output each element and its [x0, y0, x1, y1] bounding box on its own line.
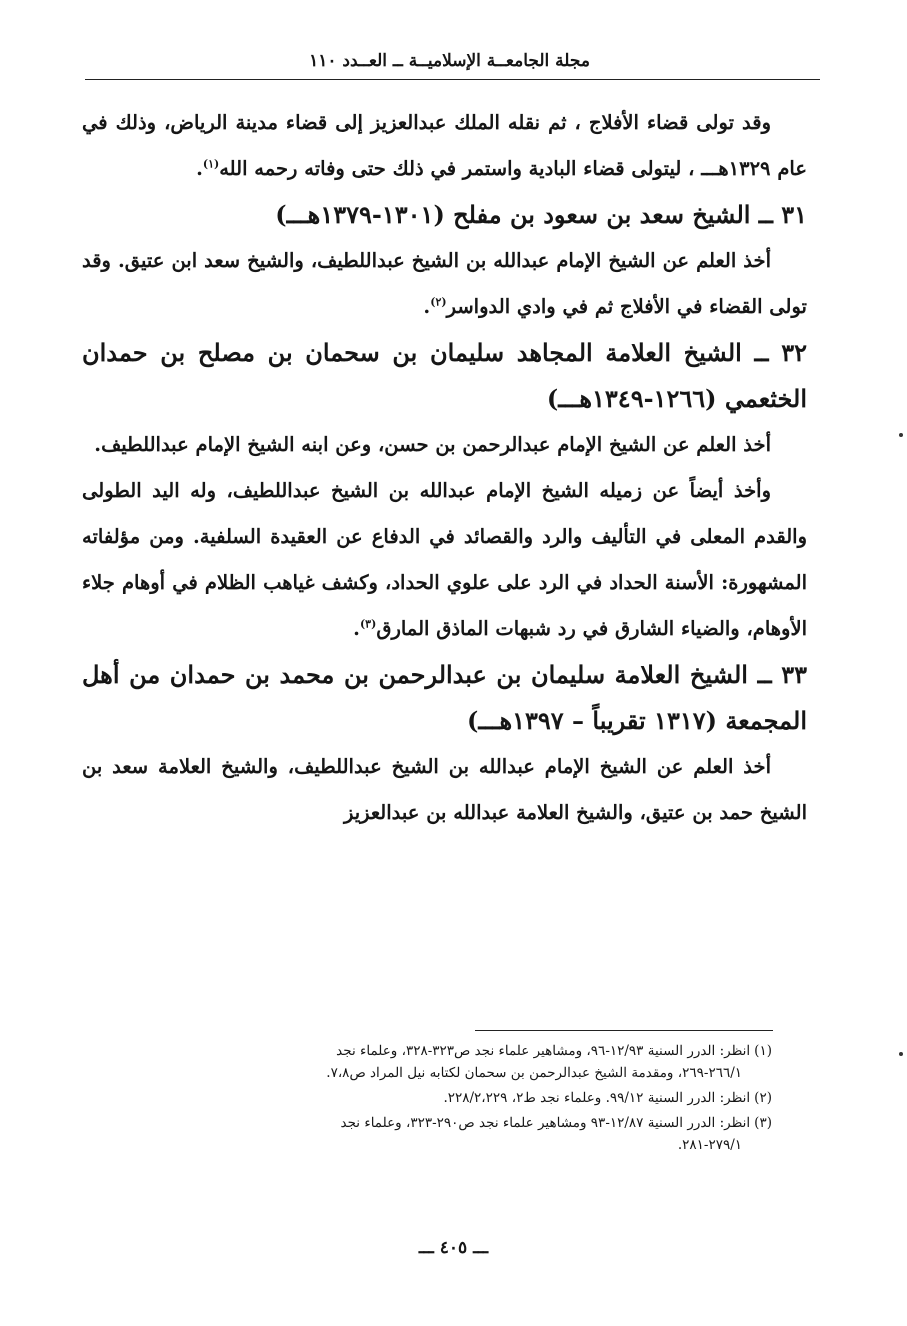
footnote-2: (٢)انظر: الدرر السنية ٩٩/١٢. وعلماء نجد ط٢، ٢٢٨/٢،٢٢٩. [443, 1090, 772, 1106]
body-text [82, 100, 807, 836]
footnotes [60, 1040, 772, 1159]
entry-32-heading: ٣٢ ــ الشيخ العلامة المجاهد سليمان بن سحمان بن مصلح بن حمدان الخثعمي (١٢٦٦-١٣٤٩هـــ) [82, 338, 807, 413]
entry-31-heading: ٣١ ــ الشيخ سعد بن سعود بن مفلح (١٣٠١-١٣٧٩هـــ) [275, 200, 807, 229]
footnote-1: (١)انظر: الدرر السنية ١٢/٩٣-٩٦، ومشاهير علماء نجد ص٣٢٣-٣٢٨، وعلماء نجد ٢٦٦/١-٢٦٩، ومقدمة الشيخ عبدالرحمن بن سحمان لكتابه نيل المراد ص٧،٨. [326, 1043, 772, 1081]
footnote-ref-2[interactable]: (٢) [430, 295, 447, 309]
running-header: مجلة الجامعــة الإسلاميــة ــ العــدد ١١٠ [309, 51, 590, 71]
header-rule [85, 79, 820, 80]
footnote-ref-3[interactable]: (٣) [359, 617, 377, 631]
intro-paragraph: وقد تولى قضاء الأفلاج ، ثم نقله الملك عبدالعزيز إلى قضاء مدينة الرياض، وذلك في عام ١٣٢٩هـــ ، ليتولى قضاء البادية واستمر في ذلك حتى وفاته رحمه الله$^{(١)}$. [82, 111, 807, 180]
entry-32-text-2: وأخذ أيضاً عن زميله الشيخ الإمام عبدالله بن الشيخ عبداللطيف، وله اليد الطولى والقدم المعلى في التأليف والرد والقصائد في الدفاع عن العقيدة السلفية. ومن مؤلفاته المشهورة: الأسنة الحداد في الرد على علوي الحداد، وكشف غياهب الظلام في أوهام جلاء الأوهام، والضياء الشارق في رد شبهات الماذق المارق$^{(٣)}$. [82, 479, 807, 640]
entry-33-text: أخذ العلم عن الشيخ الإمام عبدالله بن الشيخ عبداللطيف، والشيخ العلامة سعد بن الشيخ حمد بن عتيق، والشيخ العلامة عبدالله بن عبدالعزيز [82, 755, 807, 824]
footnote-rule [475, 1030, 773, 1031]
entry-33-heading: ٣٣ ــ الشيخ العلامة سليمان بن عبدالرحمن بن محمد بن حمدان من أهل المجمعة (١٣١٧ تقريباً – ١٣٩٧هـــ) [82, 660, 807, 735]
page-number: ـــ ٤٠٥ ـــ [418, 1238, 489, 1258]
entry-32-text-1: أخذ العلم عن الشيخ الإمام عبدالرحمن بن حسن، وعن ابنه الشيخ الإمام عبداللطيف. [94, 433, 771, 456]
footnote-3: (٣)انظر: الدرر السنية ١٢/٨٧-٩٣ ومشاهير علماء نجد ص٢٩٠-٣٢٣، وعلماء نجد ٢٧٩/١-٢٨١. [340, 1115, 772, 1153]
scan-mark [899, 1052, 903, 1056]
entry-31-text: أخذ العلم عن الشيخ الإمام عبدالله بن الشيخ عبداللطيف، والشيخ سعد ابن عتيق. وقد تولى القضاء في الأفلاج ثم في وادي الدواسر$^{(٢)}$. [82, 249, 807, 318]
footnote-ref-1[interactable]: (١) [202, 157, 220, 171]
scan-mark [899, 433, 903, 437]
